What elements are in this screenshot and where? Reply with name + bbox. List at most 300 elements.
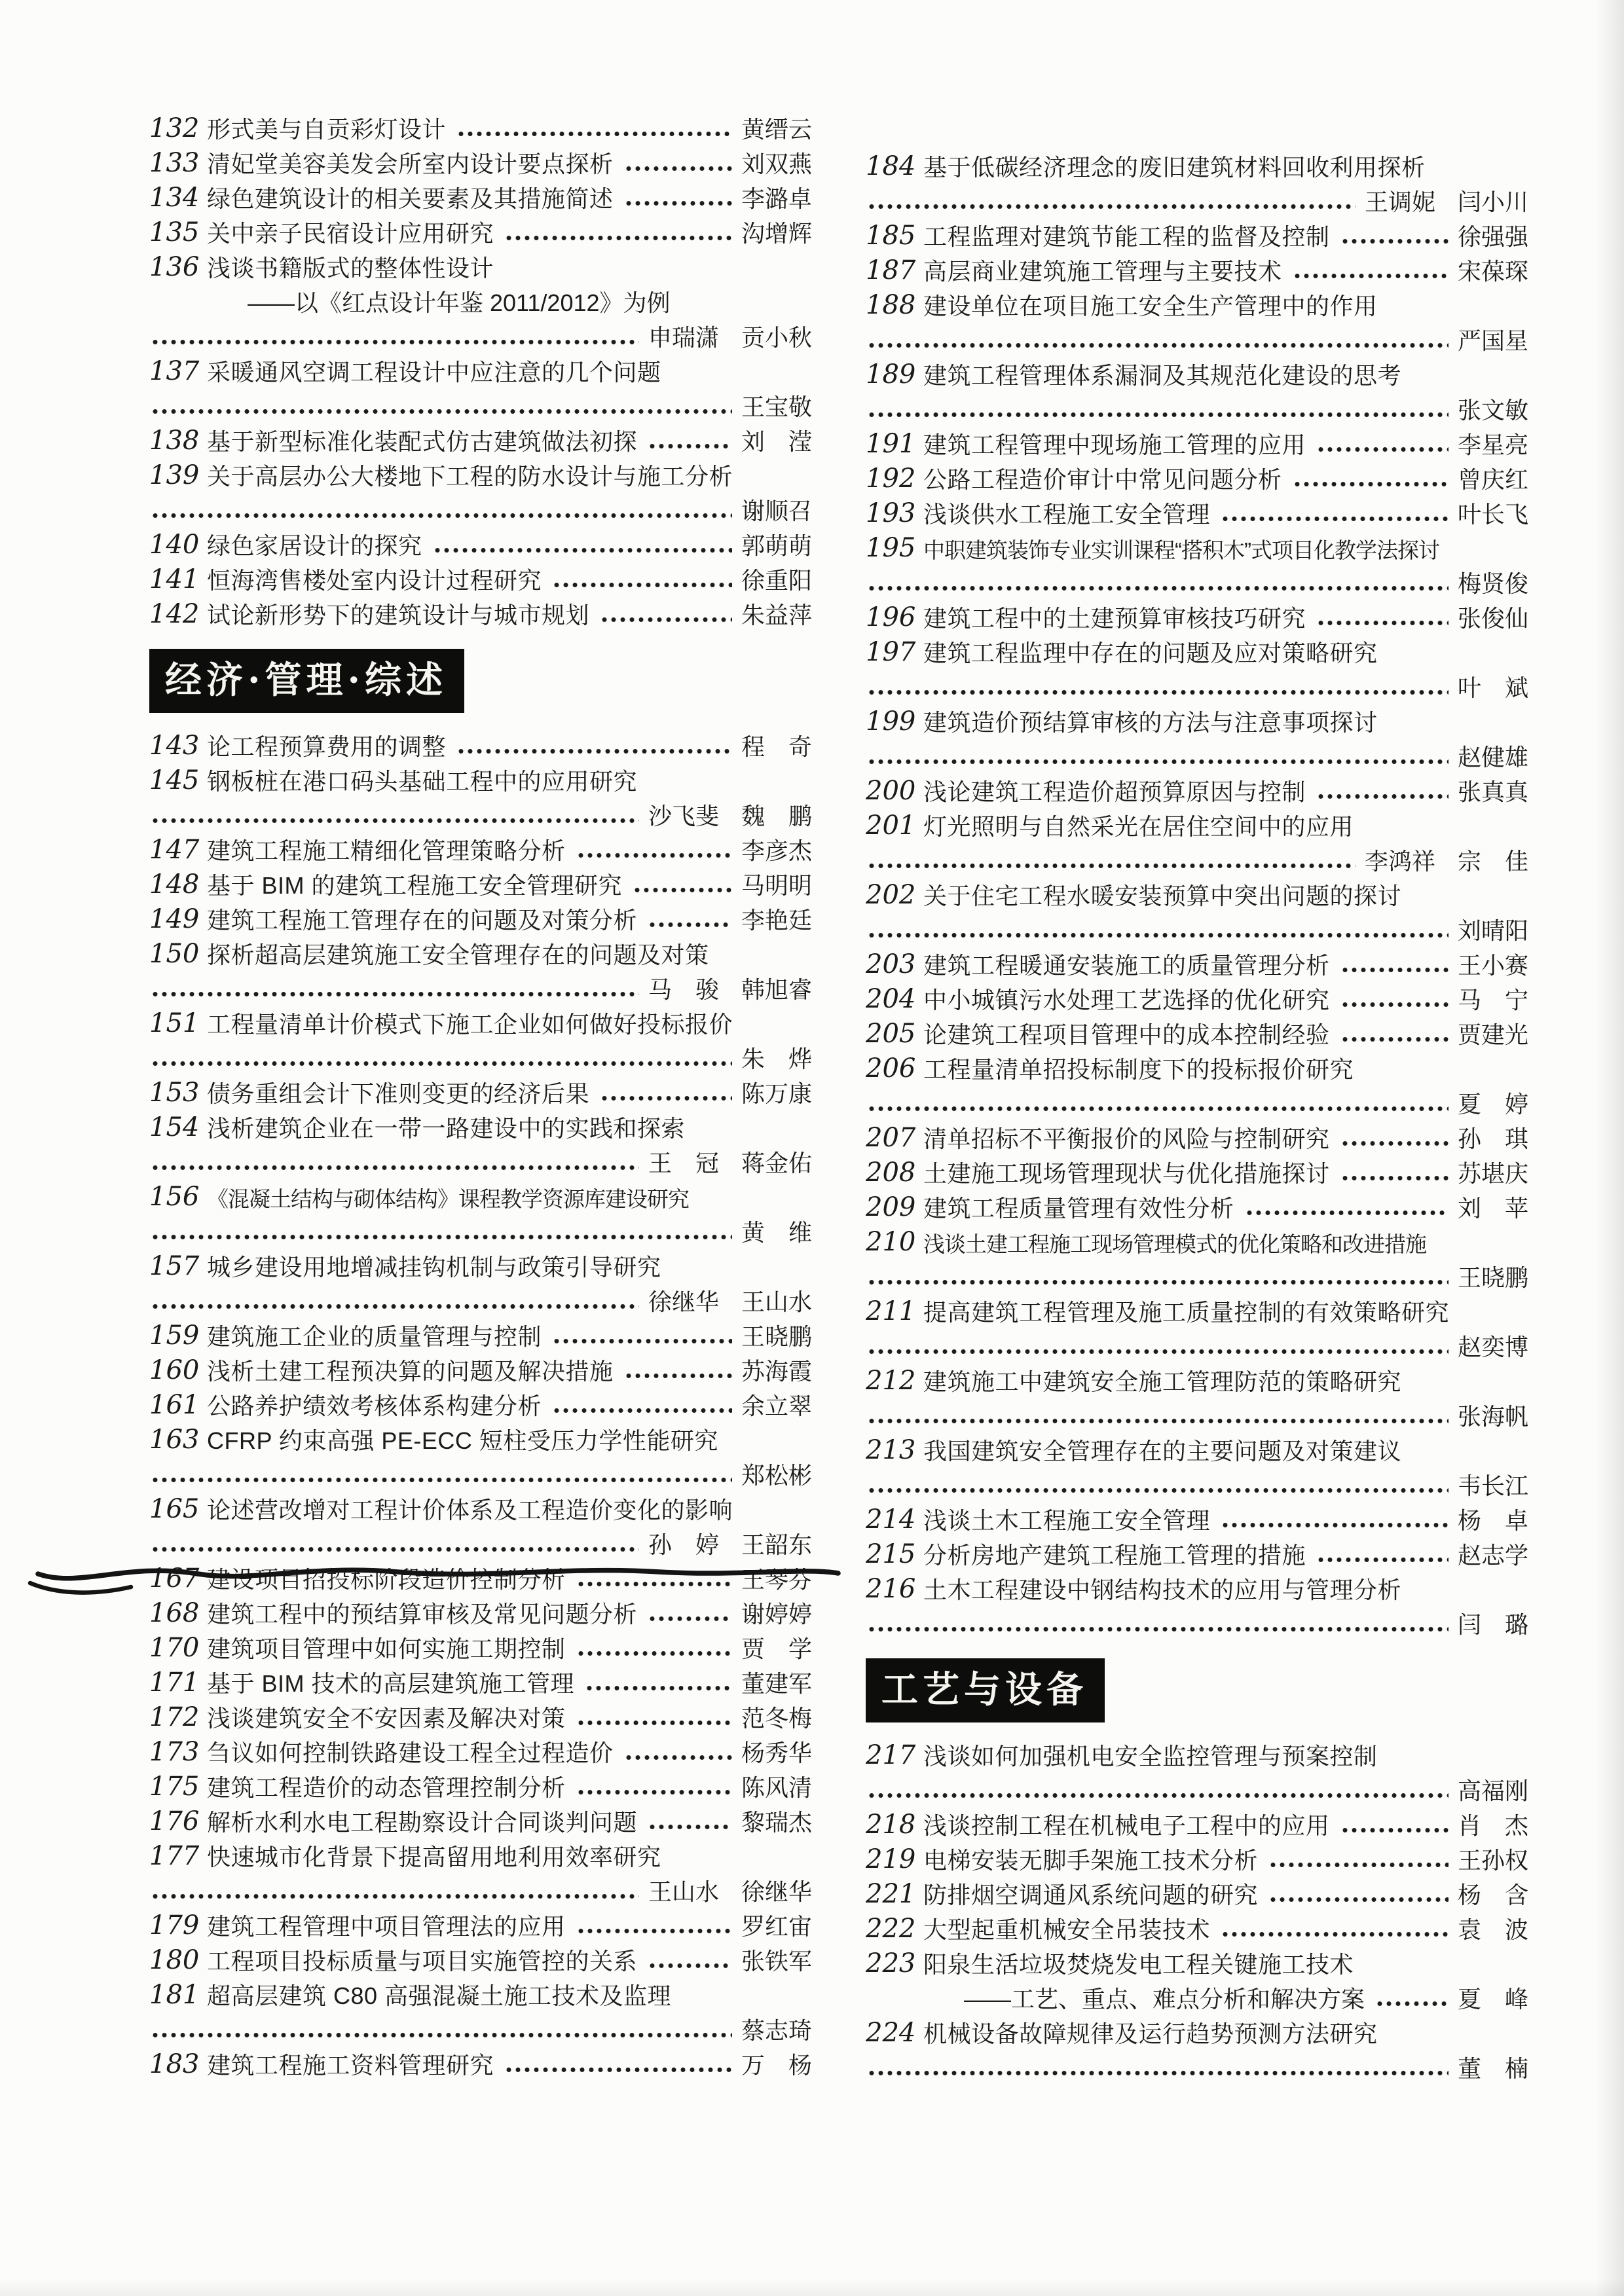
entry-authors — [741, 221, 812, 247]
dotted-leader — [867, 1626, 1449, 1632]
entry-author-line — [866, 738, 1528, 773]
dotted-leader — [1221, 1931, 1449, 1937]
entry-title-line — [149, 727, 812, 762]
entry-authors — [1365, 189, 1528, 215]
entry-authors — [1458, 1917, 1528, 1943]
toc-entry — [866, 217, 1528, 252]
entry-author: 王 冠 — [648, 1150, 719, 1177]
toc-entry — [149, 1768, 812, 1803]
entry-author: 袁 波 — [1457, 1916, 1528, 1944]
toc-entry — [149, 353, 812, 422]
entry-title-line — [866, 1120, 1528, 1154]
entry-title-line — [866, 1189, 1528, 1224]
entry-title: 绿色家居设计的探究 — [207, 532, 422, 560]
dotted-leader — [867, 412, 1449, 418]
dotted-leader — [151, 991, 639, 997]
toc-entry — [866, 356, 1528, 426]
entry-title: 快速城市化背景下提高留用地利用效率研究 — [207, 1844, 661, 1871]
entry-author: 王宝敬 — [741, 393, 812, 421]
entry-title-line — [866, 1806, 1528, 1841]
dotted-leader — [648, 922, 732, 928]
toc-entry — [149, 561, 812, 596]
entry-author-line — [866, 2049, 1528, 2084]
dotted-leader — [648, 1963, 732, 1969]
dotted-leader — [867, 1106, 1449, 1112]
toc-entry — [149, 214, 812, 249]
entry-number: 188 — [866, 290, 916, 320]
entry-title-line — [866, 1050, 1528, 1085]
entry-title-line — [866, 1876, 1528, 1910]
entry-number: 209 — [866, 1192, 916, 1222]
entry-authors — [741, 1220, 812, 1246]
entry-title: 建筑工程施工资料管理研究 — [207, 2052, 494, 2079]
entry-title-line — [149, 353, 812, 388]
entry-author: 王韶东 — [741, 1531, 812, 1559]
entry-number: 134 — [149, 183, 200, 213]
entry-title: 解析水利水电工程勘察设计合同谈判问题 — [207, 1809, 638, 1836]
entry-author-line — [866, 1085, 1528, 1120]
entry-number: 161 — [149, 1390, 200, 1420]
toc-entry — [149, 1248, 812, 1317]
entry-author: 刘 苹 — [1457, 1195, 1528, 1222]
entry-title: 基于 BIM 的建筑工程施工安全管理研究 — [207, 872, 623, 900]
entry-number: 159 — [149, 1321, 200, 1351]
entry-number: 187 — [866, 255, 916, 285]
entry-author: 董 楠 — [1457, 2055, 1528, 2083]
entry-author: 叶长飞 — [1457, 501, 1528, 528]
entry-authors — [1458, 1848, 1528, 1874]
entry-number: 132 — [149, 113, 200, 143]
entry-title: 试论新形势下的建筑设计与城市规划 — [207, 602, 590, 629]
entry-title: 工程项目投标质量与项目实施管控的关系 — [207, 1948, 638, 1975]
toc-entry — [149, 145, 812, 179]
toc-entry — [149, 1664, 812, 1699]
entry-authors — [741, 1775, 812, 1801]
dotted-leader — [624, 200, 732, 206]
entry-authors — [1458, 1508, 1528, 1534]
entry-author-line — [149, 970, 812, 1005]
entry-title-line — [149, 145, 812, 179]
entry-title: 基于低碳经济理念的废旧建筑材料回收利用探析 — [923, 154, 1426, 181]
entry-number: 214 — [866, 1504, 916, 1535]
entry-authors — [1458, 1265, 1528, 1291]
entry-title: 绿色建筑设计的相关要素及其措施简述 — [207, 185, 614, 213]
entry-authors — [741, 873, 812, 899]
entry-title-line — [866, 1571, 1528, 1605]
entry-title-line — [149, 1248, 812, 1283]
entry-authors — [1458, 1813, 1528, 1839]
entry-title: CFRP 约束高强 PE-ECC 短柱受压力学性能研究 — [207, 1427, 718, 1455]
entry-authors — [741, 1463, 812, 1489]
toc-entry — [866, 1806, 1528, 1841]
entry-title-line — [149, 1942, 812, 1977]
dotted-leader — [576, 852, 732, 858]
toc-column-right — [866, 148, 1528, 2084]
entry-title-line — [149, 1734, 812, 1768]
entry-author: 夏 峰 — [1457, 1986, 1528, 2013]
entry-number: 142 — [149, 599, 200, 629]
entry-authors — [1458, 328, 1528, 354]
entry-author: 沙飞斐 — [648, 803, 719, 830]
entry-number: 170 — [149, 1633, 200, 1663]
toc-entry — [866, 495, 1528, 530]
entry-author: 黄 维 — [741, 1219, 812, 1247]
entry-subtitle: ——以《红点设计年鉴 2011/2012》为例 — [248, 289, 671, 317]
entry-title-line — [149, 1491, 812, 1525]
entry-number: 219 — [866, 1844, 916, 1874]
entry-number: 196 — [866, 602, 916, 632]
entry-title-line — [149, 1768, 812, 1803]
entry-number: 175 — [149, 1772, 200, 1802]
entry-title-line — [866, 1362, 1528, 1397]
entry-author-line — [866, 564, 1528, 599]
entry-author: 徐继华 — [648, 1288, 719, 1316]
dotted-leader — [504, 2067, 732, 2073]
entry-author: 朱益萍 — [741, 602, 812, 629]
toc-entry — [866, 287, 1528, 356]
toc-column-left — [149, 110, 812, 2081]
toc-entry — [149, 1387, 812, 1421]
entry-title: 浅析建筑企业在一带一路建设中的实践和探索 — [207, 1115, 686, 1142]
entry-title-line — [149, 179, 812, 214]
entry-number: 165 — [149, 1494, 200, 1524]
entry-author: 杨 卓 — [1457, 1507, 1528, 1535]
toc-entry — [149, 1074, 812, 1109]
entry-title-line — [866, 1293, 1528, 1328]
entry-title-line — [149, 1699, 812, 1734]
entry-number: 157 — [149, 1251, 200, 1281]
entry-title: 浅谈如何加强机电安全监控管理与预案控制 — [923, 1743, 1378, 1770]
entry-number: 156 — [149, 1182, 200, 1212]
dotted-leader — [151, 513, 732, 519]
entry-author: 蒋金佑 — [741, 1150, 812, 1177]
entry-author: 魏 鹏 — [741, 803, 812, 830]
entry-author: 孙 琪 — [1457, 1125, 1528, 1153]
toc-entry — [149, 1907, 812, 1942]
entry-title: 建筑工程中的土建预算审核技巧研究 — [923, 605, 1306, 632]
entry-author: 王晓鹏 — [1457, 1264, 1528, 1292]
entry-title-line — [866, 1154, 1528, 1189]
entry-title: 提高建筑工程管理及施工质量控制的有效策略研究 — [923, 1299, 1450, 1326]
entry-author: 马明明 — [741, 872, 812, 900]
toc-entry — [866, 981, 1528, 1015]
entry-author: 罗红宙 — [741, 1913, 812, 1941]
dotted-leader — [867, 689, 1449, 695]
entry-subtitle-line — [149, 283, 812, 318]
entry-authors — [741, 734, 812, 760]
entry-author-line — [149, 1525, 812, 1560]
dotted-leader — [1221, 1522, 1449, 1528]
dotted-leader — [1268, 1897, 1449, 1903]
entry-author: 王孙权 — [1457, 1847, 1528, 1874]
entry-number: 154 — [149, 1112, 200, 1142]
entry-title: 浅谈书籍版式的整体性设计 — [207, 255, 494, 282]
entry-authors — [741, 2018, 812, 2044]
entry-authors — [741, 1046, 812, 1072]
entry-number: 180 — [149, 1945, 200, 1975]
entry-number: 211 — [866, 1296, 916, 1326]
entry-title-line — [866, 1501, 1528, 1536]
entry-author: 刘晴阳 — [1457, 917, 1528, 945]
entry-authors — [1458, 1778, 1528, 1804]
entry-title-line — [149, 1664, 812, 1699]
dotted-leader — [552, 1408, 732, 1413]
entry-author: 李鸿祥 — [1364, 848, 1435, 875]
entry-title-line — [866, 252, 1528, 287]
entry-authors — [741, 117, 812, 143]
entry-author-line — [866, 1397, 1528, 1432]
dotted-leader — [456, 748, 732, 754]
entry-title: 机械设备故障规律及运行趋势预测方法研究 — [923, 2020, 1378, 2048]
entry-number: 176 — [149, 1806, 200, 1836]
toc-entry — [866, 1945, 1528, 2014]
entry-author: 韦长江 — [1457, 1472, 1528, 1500]
entry-title-line — [149, 2046, 812, 2081]
entry-title: 清单招标不平衡报价的风险与控制研究 — [923, 1125, 1330, 1153]
entry-title: 探析超高层建筑施工安全管理存在的问题及对策 — [207, 941, 709, 969]
entry-author: 沟增辉 — [741, 220, 812, 247]
toc-entry — [866, 2014, 1528, 2084]
entry-authors — [741, 1948, 812, 1975]
toc-entry — [866, 1432, 1528, 1501]
entry-title-line — [149, 1838, 812, 1872]
entry-author-line — [866, 1467, 1528, 1501]
entry-number: 151 — [149, 1008, 200, 1038]
entry-title-line — [149, 866, 812, 901]
entry-title: 浅谈供水工程施工安全管理 — [923, 501, 1211, 528]
dotted-leader — [867, 1349, 1449, 1355]
entry-title: 建筑工程暖通安装施工的质量管理分析 — [923, 952, 1330, 979]
entry-author: 徐继华 — [741, 1878, 812, 1906]
entry-title-line — [866, 599, 1528, 634]
entry-number: 218 — [866, 1810, 916, 1840]
entry-author: 苏海霞 — [741, 1358, 812, 1385]
dotted-leader — [1340, 1140, 1449, 1146]
toc-entry — [149, 249, 812, 353]
entry-authors — [1458, 432, 1528, 458]
dotted-leader — [867, 759, 1449, 765]
dotted-leader — [151, 818, 639, 824]
entry-title: 形式美与自贡彩灯设计 — [207, 116, 447, 143]
toc-entry — [866, 1015, 1528, 1050]
entry-title-line — [866, 495, 1528, 530]
entry-author: 王调妮 — [1364, 189, 1435, 216]
entry-title-line — [149, 1387, 812, 1421]
entry-title: 债务重组会计下准则变更的经济后果 — [207, 1080, 590, 1108]
toc-entry — [866, 1189, 1528, 1224]
toc-entry — [149, 1630, 812, 1664]
toc-entry — [149, 1421, 812, 1491]
entry-authors — [741, 2052, 812, 2079]
toc-entry — [866, 703, 1528, 773]
entry-author: 赵奕博 — [1457, 1334, 1528, 1361]
toc-entry — [149, 422, 812, 457]
entry-title-line — [866, 1841, 1528, 1876]
entry-number: 189 — [866, 359, 916, 390]
toc-entry — [149, 1317, 812, 1352]
entry-title-line — [149, 1317, 812, 1352]
entry-authors — [648, 1532, 812, 1558]
entry-title: 论工程预算费用的调整 — [207, 733, 447, 761]
entry-authors — [648, 803, 812, 829]
dotted-leader — [151, 1546, 639, 1552]
entry-author: 朱 烨 — [741, 1046, 812, 1073]
entry-title-line — [149, 110, 812, 145]
entry-title-line — [149, 936, 812, 970]
entry-title-line — [866, 217, 1528, 252]
entry-title-line — [866, 460, 1528, 495]
entry-title: 浅谈建筑安全不安因素及解决对策 — [207, 1705, 566, 1732]
toc-entry — [866, 426, 1528, 460]
entry-title-line — [149, 1560, 812, 1595]
entry-authors — [1458, 259, 1528, 285]
entry-number: 217 — [866, 1740, 916, 1770]
entry-authors — [1458, 1404, 1528, 1430]
dotted-leader — [1245, 1210, 1449, 1216]
entry-title: 中职建筑装饰专业实训课程“搭积木”式项目化教学法探讨 — [923, 538, 1439, 562]
entry-authors — [1458, 224, 1528, 250]
toc-entry — [866, 1050, 1528, 1120]
entry-author-line — [866, 183, 1528, 217]
dotted-leader — [1340, 238, 1449, 244]
entry-title-line — [866, 877, 1528, 911]
entry-author: 肖 杰 — [1457, 1812, 1528, 1840]
entry-author-line — [149, 492, 812, 526]
entry-authors — [741, 1810, 812, 1836]
toc-entry — [866, 773, 1528, 807]
entry-title: 《混凝土结构与砌体结构》课程教学资源库建设研究 — [207, 1186, 689, 1211]
entry-title-line — [149, 457, 812, 492]
entry-author-line — [149, 1283, 812, 1317]
entry-title-line — [149, 422, 812, 457]
entry-number: 136 — [149, 252, 200, 282]
entry-authors — [741, 498, 812, 524]
entry-number: 153 — [149, 1078, 200, 1108]
entry-title-line — [866, 807, 1528, 842]
entry-author: 苏堪庆 — [1457, 1160, 1528, 1188]
entry-author: 宋葆琛 — [1457, 258, 1528, 285]
entry-number: 206 — [866, 1053, 916, 1084]
entry-authors — [741, 1740, 812, 1766]
toc-entry — [866, 460, 1528, 495]
entry-authors — [1458, 1542, 1528, 1569]
entry-author: 王山水 — [741, 1288, 812, 1316]
entry-author-line — [866, 911, 1528, 946]
entry-title: 工程量清单计价模式下施工企业如何做好投标报价 — [207, 1011, 733, 1038]
entry-title: 关于住宅工程水暖安装预算中突出问题的探讨 — [923, 883, 1402, 910]
entry-authors — [741, 907, 812, 934]
entry-title: 浅谈控制工程在机械电子工程中的应用 — [923, 1812, 1330, 1840]
entry-author: 赵志学 — [1457, 1542, 1528, 1569]
entry-number: 147 — [149, 835, 200, 865]
entry-title-line — [149, 249, 812, 283]
entry-title: 钢板桩在港口码头基础工程中的应用研究 — [207, 768, 638, 795]
entry-title-line — [149, 561, 812, 596]
entry-number: 140 — [149, 530, 200, 560]
toc-entry — [866, 1737, 1528, 1806]
toc-entry — [866, 530, 1528, 599]
entry-author: 刘双燕 — [741, 151, 812, 178]
entry-number: 205 — [866, 1019, 916, 1049]
toc-entry — [866, 1362, 1528, 1432]
entry-author-line — [149, 2011, 812, 2046]
entry-title: 超高层建筑 C80 高强混凝土施工技术及监理 — [207, 1982, 672, 2010]
entry-number: 208 — [866, 1157, 916, 1188]
entry-title: 分析房地产建筑工程施工管理的措施 — [923, 1542, 1306, 1569]
entry-title-line — [866, 773, 1528, 807]
entry-author-line — [149, 388, 812, 422]
entry-title: 公路工程造价审计中常见问题分析 — [923, 466, 1282, 494]
entry-authors — [1458, 571, 1528, 597]
entry-title: 论建筑工程项目管理中的成本控制经验 — [923, 1021, 1330, 1049]
entry-author: 蔡志琦 — [741, 2017, 812, 2045]
entry-number: 141 — [149, 564, 200, 594]
dotted-leader — [867, 204, 1356, 210]
entry-number: 150 — [149, 939, 200, 969]
entry-author: 宗 佳 — [1457, 848, 1528, 875]
entry-authors — [1458, 397, 1528, 424]
entry-title: 工程量清单招投标制度下的投标报价研究 — [923, 1056, 1354, 1084]
entry-author: 马 骏 — [648, 976, 719, 1004]
entry-number: 133 — [149, 148, 200, 178]
entry-title: 采暖通风空调工程设计中应注意的几个问题 — [207, 359, 661, 386]
entry-authors — [741, 151, 812, 177]
dotted-leader — [624, 1373, 732, 1379]
toc-entry — [149, 1491, 812, 1560]
entry-authors — [1365, 848, 1528, 875]
entry-title: 基于 BIM 技术的高层建筑施工管理 — [207, 1670, 575, 1698]
entry-title-line — [149, 1977, 812, 2011]
entry-number: 207 — [866, 1123, 916, 1153]
entry-title: 建筑施工企业的质量管理与控制 — [207, 1323, 542, 1351]
entry-author: 郭萌萌 — [741, 532, 812, 560]
entry-title-line — [866, 426, 1528, 460]
entry-title: 浅谈土建工程施工现场管理模式的优化策略和改进措施 — [923, 1231, 1426, 1256]
entry-authors — [1458, 467, 1528, 493]
entry-title-line — [149, 1803, 812, 1838]
entry-title-line — [149, 901, 812, 936]
entry-title-line — [866, 1536, 1528, 1571]
entry-author: 张文敏 — [1457, 397, 1528, 424]
dotted-leader — [648, 443, 732, 449]
entry-authors — [648, 977, 812, 1003]
entry-number: 184 — [866, 151, 916, 181]
dotted-leader — [151, 1234, 732, 1240]
entry-title-line — [149, 1630, 812, 1664]
entry-number: 199 — [866, 706, 916, 737]
entry-title: 清妃堂美容美发会所室内设计要点探析 — [207, 151, 614, 178]
entry-authors — [1458, 501, 1528, 528]
entry-title: 电梯安装无脚手架施工技术分析 — [923, 1847, 1259, 1874]
entry-author: 曾庆红 — [1457, 466, 1528, 494]
toc-entry — [149, 1803, 812, 1838]
entry-title-line — [866, 148, 1528, 183]
entry-title: 工程监理对建筑节能工程的监督及控制 — [923, 223, 1330, 251]
entry-authors — [1458, 1986, 1528, 2013]
entry-subtitle-line — [866, 1980, 1528, 2014]
entry-authors — [1458, 1022, 1528, 1048]
entry-number: 216 — [866, 1574, 916, 1604]
toc-entry — [149, 457, 812, 526]
entry-title: 浅析土建工程预决算的问题及解决措施 — [207, 1358, 614, 1385]
entry-author-line — [866, 321, 1528, 356]
entry-title: 浅论建筑工程造价超预算原因与控制 — [923, 778, 1306, 806]
entry-authors — [741, 1567, 812, 1593]
toc-entry — [866, 877, 1528, 946]
toc-entry — [866, 148, 1528, 217]
entry-authors — [741, 429, 812, 455]
entry-title: 建设单位在项目施工安全生产管理中的作用 — [923, 293, 1378, 320]
